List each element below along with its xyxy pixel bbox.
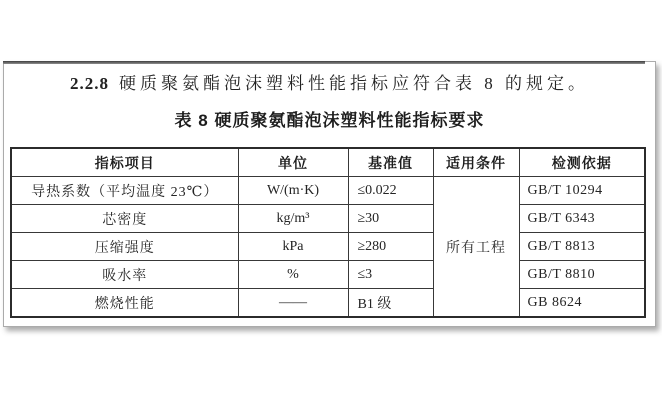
- col-header-condition: 适用条件: [433, 148, 519, 177]
- cell-unit: W/(m·K): [238, 177, 348, 205]
- cell-unit: kg/m³: [238, 205, 348, 233]
- table-row-water-absorption: [11, 261, 645, 289]
- table-title: 表 8 硬质聚氨酯泡沫塑料性能指标要求: [174, 111, 485, 130]
- cell-item: 燃烧性能: [11, 289, 238, 318]
- cell-baseline: ≥30: [348, 205, 433, 233]
- cell-basis: GB/T 10294: [519, 177, 645, 205]
- clause-text: 硬质聚氨酯泡沫塑料性能指标应符合表 8 的规定。: [119, 74, 589, 93]
- col-header-baseline: 基准值: [348, 148, 433, 177]
- document-card: [3, 61, 656, 327]
- cell-baseline: B1 级: [348, 289, 433, 318]
- cell-item: 导热系数（平均温度 23℃）: [11, 177, 238, 205]
- cell-baseline: ≤0.022: [348, 177, 433, 205]
- cell-item: 压缩强度: [11, 233, 238, 261]
- table-row-combustion-performance: [11, 289, 645, 318]
- cell-basis: GB/T 8813: [519, 233, 645, 261]
- table-row-thermal-conductivity: [11, 177, 645, 205]
- cell-baseline: ≥280: [348, 233, 433, 261]
- clause-heading: [4, 71, 655, 97]
- clause-number: 2.2.8: [70, 74, 109, 93]
- cell-applicable-condition: 所有工程: [433, 177, 519, 318]
- cell-basis: GB 8624: [519, 289, 645, 318]
- table-row-core-density: [11, 205, 645, 233]
- cell-item: 吸水率: [11, 261, 238, 289]
- cell-unit: kPa: [238, 233, 348, 261]
- cell-baseline: ≤3: [348, 261, 433, 289]
- top-divider-line: [3, 61, 645, 64]
- cell-basis: GB/T 8810: [519, 261, 645, 289]
- cell-basis: GB/T 6343: [519, 205, 645, 233]
- col-header-basis: 检测依据: [519, 148, 645, 177]
- cell-unit: ——: [238, 289, 348, 318]
- spec-table: [10, 147, 646, 318]
- cell-unit: %: [238, 261, 348, 289]
- col-header-unit: 单位: [238, 148, 348, 177]
- table-row-compressive-strength: [11, 233, 645, 261]
- table-header-row: [11, 148, 645, 177]
- col-header-item: 指标项目: [11, 148, 238, 177]
- cell-item: 芯密度: [11, 205, 238, 233]
